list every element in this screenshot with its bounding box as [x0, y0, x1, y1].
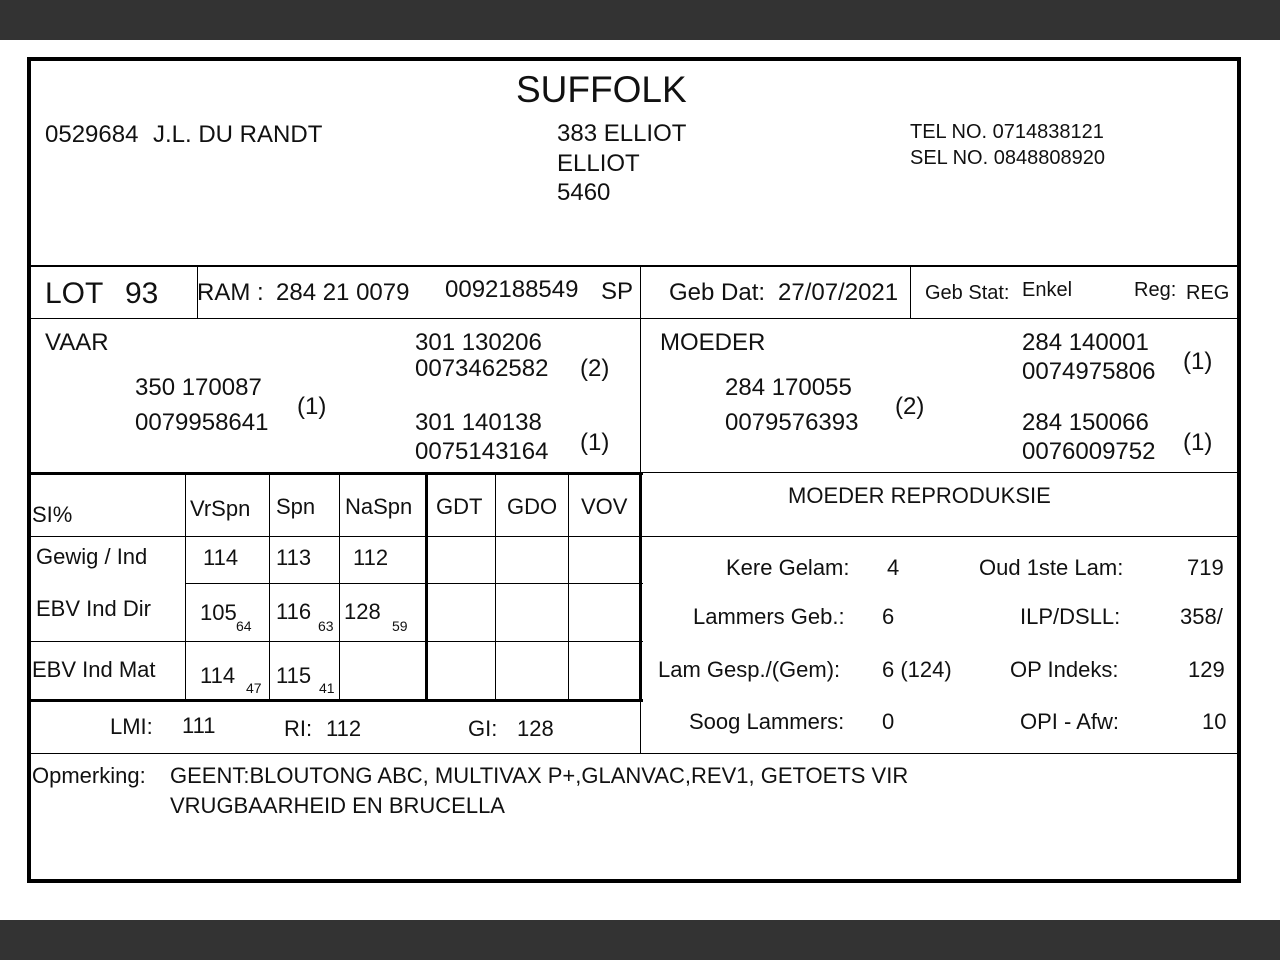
owner-address-line2: ELLIOT — [557, 150, 640, 177]
vaar-dam-note: (1) — [580, 429, 610, 456]
moeder-dam-id: 284 150066 — [1022, 409, 1149, 436]
top-bar — [0, 0, 1280, 40]
vaar-note: (1) — [297, 393, 327, 420]
ram-code: SP — [601, 278, 634, 305]
moeder-dam-reg: 0076009752 — [1022, 438, 1156, 465]
ri-value: 112 — [326, 716, 362, 741]
geb-stat-value: Enkel — [1022, 279, 1073, 301]
gewig-vrspn: 114 — [203, 545, 239, 570]
owner-code: 0529684 — [45, 121, 139, 148]
moeder-label: MOEDER — [660, 329, 766, 356]
row-label-ebv-dir: EBV Ind Dir — [36, 596, 151, 621]
lot-number: 93 — [125, 277, 159, 310]
rule-gebdat-gebstat — [910, 266, 911, 319]
mat-vrspn-accuracy: 47 — [246, 680, 262, 696]
vaar-dam-id: 301 140138 — [415, 409, 542, 436]
rule-row1-bottom — [185, 583, 643, 584]
rule-col-gdt — [495, 475, 496, 701]
op-indeks-value: 129 — [1188, 657, 1225, 682]
border-top — [27, 57, 1241, 61]
mat-spn-accuracy: 41 — [319, 680, 335, 696]
reg-label: Reg: — [1134, 279, 1177, 301]
kere-gelam-value: 4 — [887, 555, 900, 580]
header-spn: Spn — [276, 494, 316, 519]
lam-gesp-label: Lam Gesp./(Gem): — [658, 657, 841, 682]
lammers-geb-label: Lammers Geb.: — [693, 604, 845, 629]
rule-table-top — [31, 472, 643, 475]
moeder-sire-id: 284 140001 — [1022, 329, 1149, 356]
border-right — [1237, 57, 1241, 883]
rule-header-bottom — [31, 536, 643, 537]
soog-lammers-value: 0 — [882, 709, 895, 734]
vaar-sire-note: (2) — [580, 355, 610, 382]
dir-vrspn-accuracy: 64 — [236, 618, 252, 634]
rule-col-label — [185, 475, 186, 701]
moeder-note: (2) — [895, 393, 925, 420]
moeder-reg: 0079576393 — [725, 409, 859, 436]
breed-title: SUFFOLK — [516, 69, 687, 110]
rule-table-bottom — [31, 699, 643, 702]
rule-col-gdo — [568, 475, 569, 701]
row-label-ebv-mat: EBV Ind Mat — [32, 657, 156, 682]
header-vov: VOV — [581, 494, 628, 519]
owner-tel: TEL NO. 0714838121 — [910, 121, 1104, 143]
vaar-id: 350 170087 — [135, 374, 262, 401]
dir-spn-accuracy: 63 — [318, 618, 334, 634]
gewig-spn: 113 — [276, 545, 312, 570]
moeder-id: 284 170055 — [725, 374, 852, 401]
oud-1ste-lam-value: 719 — [1187, 555, 1224, 580]
rule-col-spn — [339, 475, 340, 701]
ilp-dsll-label: ILP/DSLL: — [1020, 604, 1121, 629]
geb-dat-label: Geb Dat: — [669, 279, 766, 306]
vaar-reg: 0079958641 — [135, 409, 269, 436]
ri-label: RI: — [284, 716, 313, 741]
vaar-label: VAAR — [45, 329, 109, 356]
geb-stat-label: Geb Stat: — [925, 282, 1010, 304]
rule-repro-title-bottom — [641, 536, 1237, 537]
op-indeks-label: OP Indeks: — [1010, 657, 1119, 682]
rule-lot-top — [31, 265, 1237, 267]
ilp-dsll-value: 358/ — [1180, 604, 1223, 629]
rule-col-vrspn — [269, 475, 270, 701]
gewig-naspn: 112 — [353, 545, 389, 570]
remarks-label: Opmerking: — [32, 763, 146, 788]
remarks-line-1: GEENT:BLOUTONG ABC, MULTIVAX P+,GLANVAC,REV1, GETOETS VIR — [170, 763, 909, 788]
header-naspn: NaSpn — [345, 494, 413, 519]
dir-spn: 116 — [276, 599, 312, 624]
lammers-geb-value: 6 — [882, 604, 895, 629]
gi-value: 128 — [517, 716, 554, 741]
header-vrspn: VrSpn — [190, 496, 251, 521]
rule-row2-bottom — [31, 641, 643, 642]
owner-name: J.L. DU RANDT — [153, 121, 323, 148]
oud-1ste-lam-label: Oud 1ste Lam: — [979, 555, 1124, 580]
rule-col-vov — [639, 473, 642, 701]
geb-dat-value: 27/07/2021 — [778, 279, 899, 306]
ram-reg-number: 0092188549 — [445, 276, 579, 303]
opi-afw-label: OPI - Afw: — [1020, 709, 1120, 734]
remarks-line-2: VRUGBAARHEID EN BRUCELLA — [170, 793, 505, 818]
moeder-sire-note: (1) — [1183, 348, 1213, 375]
moeder-dam-note: (1) — [1183, 429, 1213, 456]
rule-col-naspn — [425, 473, 428, 701]
owner-address-line3: 5460 — [557, 179, 611, 206]
row-label-gewig: Gewig / Ind — [36, 544, 148, 569]
header-si-pct: SI% — [32, 502, 73, 527]
vaar-sire-reg: 0073462582 — [415, 355, 549, 382]
dir-naspn: 128 — [344, 599, 381, 624]
header-gdo: GDO — [507, 494, 558, 519]
lmi-value: 111 — [182, 713, 216, 738]
bottom-bar — [0, 920, 1280, 960]
lot-label: LOT — [45, 277, 104, 310]
ram-id: 284 21 0079 — [276, 279, 410, 306]
vaar-dam-reg: 0075143164 — [415, 438, 549, 465]
lam-gesp-value: 6 (124) — [882, 657, 952, 682]
lmi-label: LMI: — [110, 714, 153, 739]
mat-vrspn: 114 — [200, 663, 236, 688]
rule-repro-top — [641, 472, 1237, 473]
owner-address-line1: 383 ELLIOT — [557, 120, 687, 147]
dir-naspn-accuracy: 59 — [392, 618, 408, 634]
soog-lammers-label: Soog Lammers: — [689, 709, 845, 734]
ram-label: RAM : — [197, 279, 264, 306]
lot-card — [27, 57, 1241, 883]
vaar-sire-id: 301 130206 — [415, 329, 542, 356]
reg-value: REG — [1186, 282, 1230, 304]
mat-spn: 115 — [276, 663, 312, 688]
gi-label: GI: — [468, 716, 498, 741]
border-left — [27, 57, 31, 883]
moeder-sire-reg: 0074975806 — [1022, 358, 1156, 385]
kere-gelam-label: Kere Gelam: — [726, 555, 850, 580]
owner-sel: SEL NO. 0848808920 — [910, 147, 1105, 169]
dir-vrspn: 105 — [200, 600, 237, 625]
opi-afw-value: 10 — [1202, 709, 1227, 734]
header-gdt: GDT — [436, 494, 483, 519]
repro-title: MOEDER REPRODUKSIE — [788, 483, 1051, 508]
rule-lot-bottom — [31, 318, 1237, 319]
rule-remarks-top — [31, 753, 1237, 754]
border-bottom — [27, 879, 1241, 883]
